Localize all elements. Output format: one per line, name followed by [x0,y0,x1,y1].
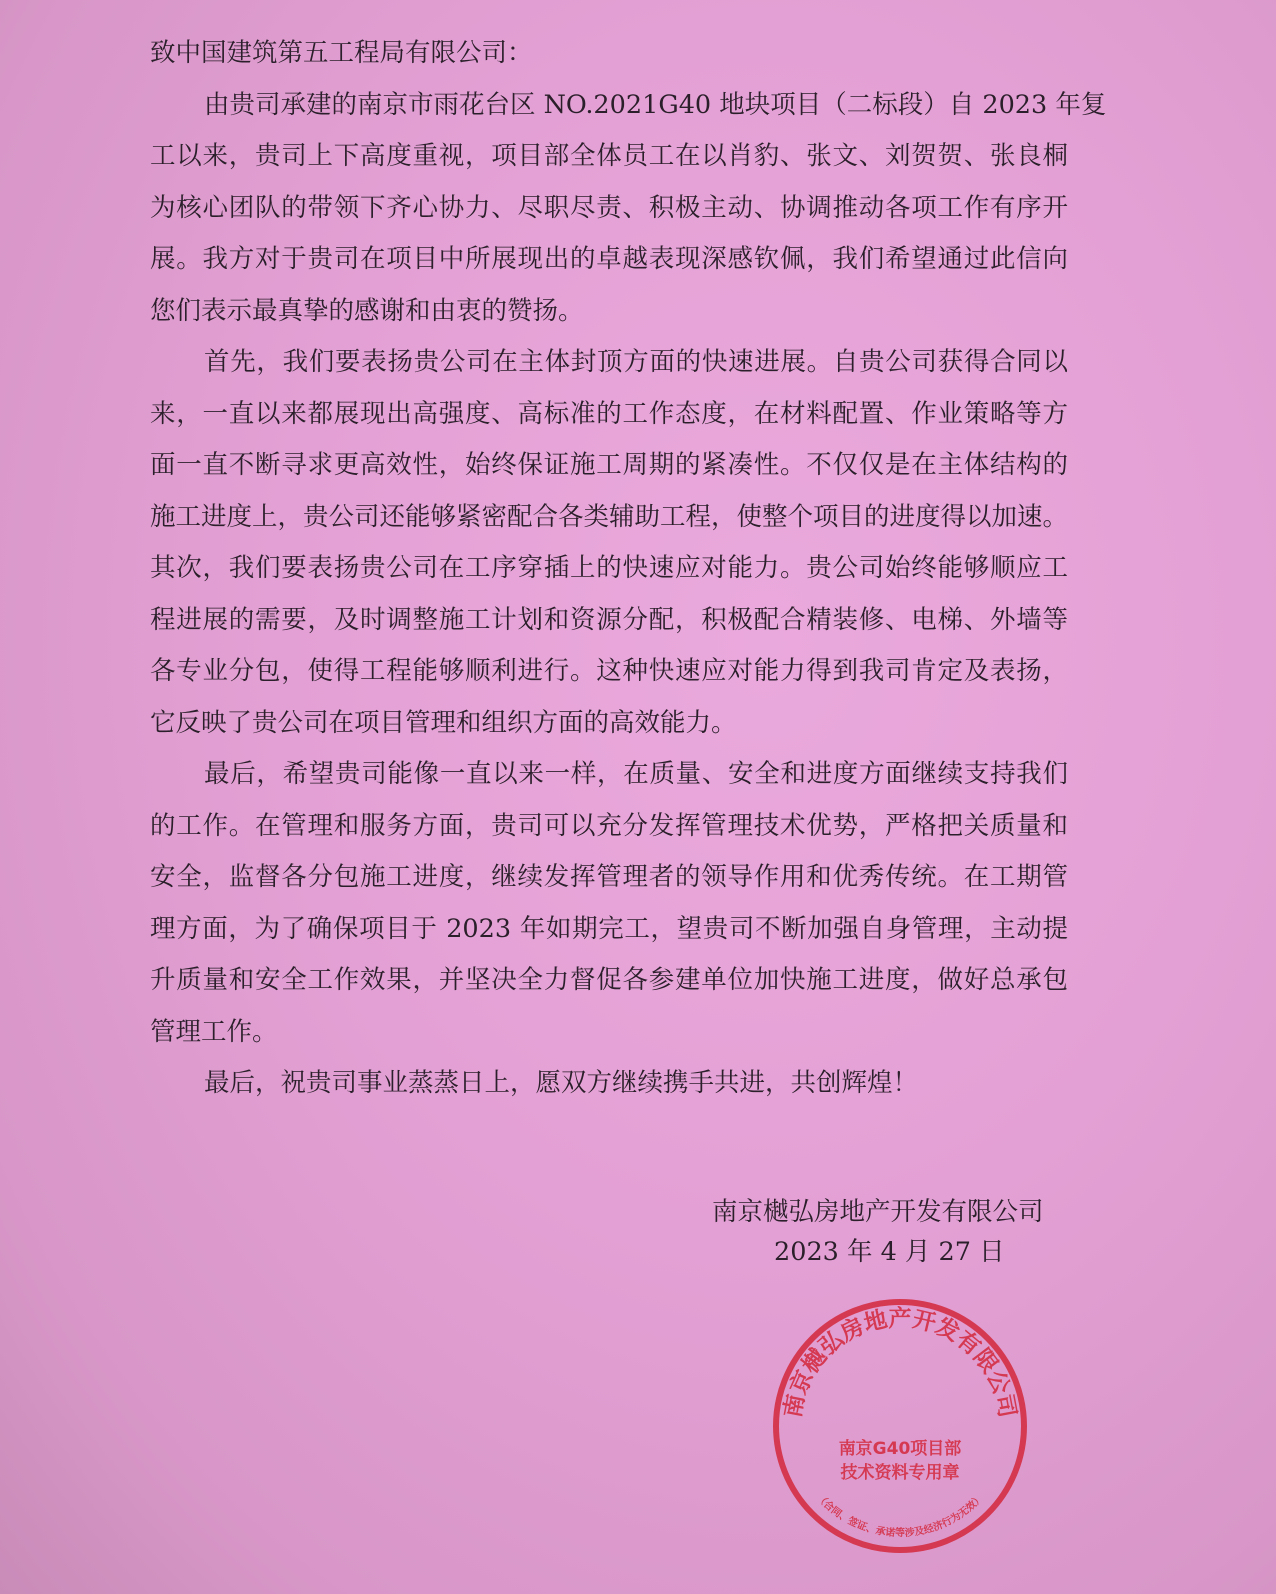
paragraph-2-line: 来，一直以来都展现出高强度、高标准的工作态度，在材料配置、作业策略等方 [150,398,1068,429]
paragraph-3-line: 的工作。在管理和服务方面，贵司可以充分发挥管理技术优势，严格把关质量和 [150,810,1068,841]
letter-body [150,28,1107,1110]
paragraph-1-line: 您们表示最真挚的感谢和由衷的赞扬。 [150,295,584,326]
paragraph-2-line: 面一直不断寻求更高效性，始终保证施工周期的紧凑性。不仅仅是在主体结构的 [150,450,1068,480]
seal-bottom-text: （合同、签证、承诺等涉及经济行为无效） [814,1492,986,1540]
paragraph-3-line: 理方面，为了确保项目于 2023 年如期完工，望贵司不断加强自身管理，主动提 [150,913,1068,944]
paragraph-2-line: 施工进度上，贵公司还能够紧密配合各类辅助工程，使整个项目的进度得以加速。 [150,501,1069,532]
paragraph-3-line: 安全，监督各分包施工进度，继续发挥管理者的领导作用和优秀传统。在工期管 [150,862,1068,892]
company-seal [770,1296,1030,1556]
seal-outer-text: 南京樾弘房地产开发有限公司 [779,1306,1021,1420]
paragraph-4-line: 最后，祝贵司事业蒸蒸日上，愿双方继续携手共进，共创辉煌！ [204,1068,919,1098]
seal-ring [776,1302,1024,1550]
seal-center-line1: 南京G40项目部 [838,1439,962,1459]
paragraph-2-line: 各专业分包，使得工程能够顺利进行。这种快速应对能力得到我司肯定及表扬， [150,656,1068,686]
paragraph-2-line: 程进展的需要，及时调整施工计划和资源分配，积极配合精装修、电梯、外墙等 [150,604,1068,635]
paragraph-2-line: 其次，我们要表扬贵公司在工序穿插上的快速应对能力。贵公司始终能够顺应工 [150,553,1068,583]
paragraph-1-line: 由贵司承建的南京市雨花台区 NO.2021G40 地块项目（二标段）自 2023 年复 [204,89,1107,120]
paragraph-1-line: 工以来，贵司上下高度重视，项目部全体员工在以肖豹、张文、刘贺贺、张良桐 [150,141,1068,171]
paragraph-2-line: 首先，我们要表扬贵公司在主体封顶方面的快速进展。自贵公司获得合同以 [204,347,1068,377]
seal-center-line2: 技术资料专用章 [840,1463,960,1483]
paragraph-2-line: 它反映了贵公司在项目管理和组织方面的高效能力。 [150,707,737,738]
signature-date: 2023 年 4 月 27 日 [774,1237,1005,1267]
paragraph-3-line: 管理工作。 [150,1016,278,1047]
paragraph-3-line: 升质量和安全工作效果，并坚决全力督促各参建单位加快施工进度，做好总承包 [150,965,1068,995]
paragraph-3-line: 最后，希望贵司能像一直以来一样，在质量、安全和进度方面继续支持我们 [204,759,1068,789]
salutation: 致中国建筑第五工程局有限公司： [150,38,533,68]
signature-company: 南京樾弘房地产开发有限公司 [712,1197,1044,1227]
paragraph-1-line: 展。我方对于贵司在项目中所展现出的卓越表现深感钦佩，我们希望通过此信向 [150,244,1068,274]
paragraph-1-line: 为核心团队的带领下齐心协力、尽职尽责、积极主动、协调推动各项工作有序开 [150,192,1068,223]
svg-text:南京樾弘房地产开发有限公司 [779,1305,1020,1420]
signature-block [712,1192,1044,1272]
